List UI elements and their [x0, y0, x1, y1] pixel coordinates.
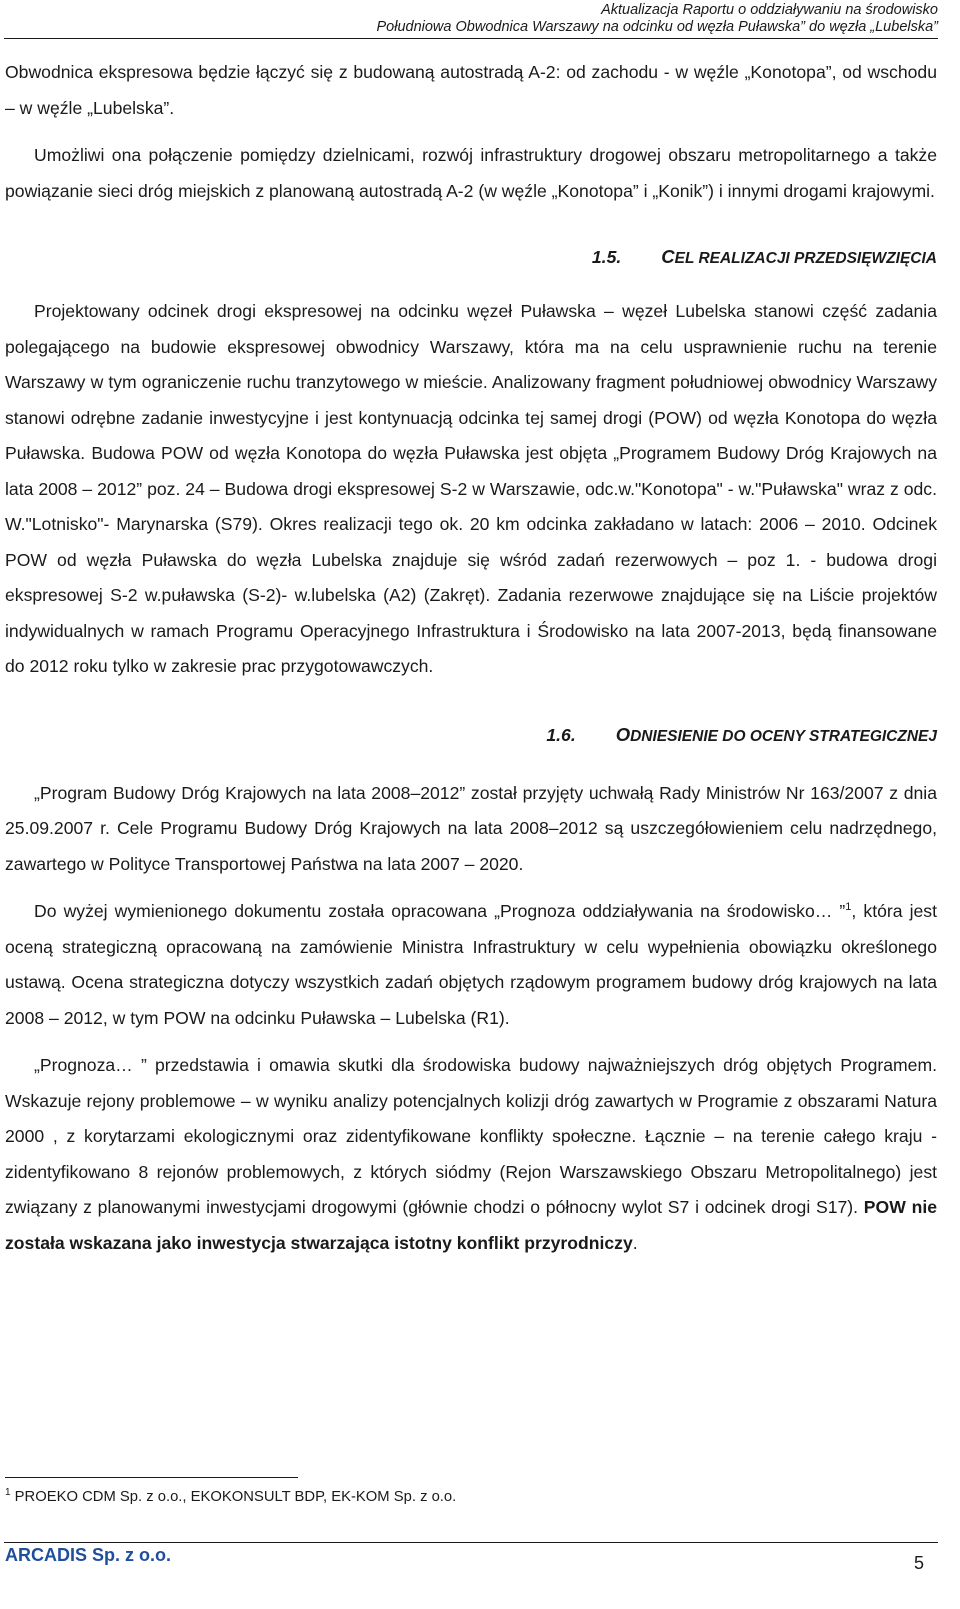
company-name: ARCADIS Sp. z o.o. — [5, 1545, 171, 1565]
paragraph-bypass-connection: Obwodnica ekspresowa będzie łączyć się z budowaną autostradą A-2: od zachodu - w węźle „Konotopa”, od wschodu – w węźle „Lubelska”. — [5, 62, 937, 118]
forecast-text-start: Do wyżej wymienionego dokumentu została opracowana „Prognoza oddziaływania na środowisko… ” — [34, 901, 846, 921]
paragraph-forecast-summary — [5, 1048, 937, 1261]
footer-divider — [4, 1542, 938, 1543]
paragraph-project-goal: Projektowany odcinek drogi ekspresowej na odcinku węzeł Puławska – węzeł Lubelska stanowi część zadania polegającego na budowie ekspresowej obwodnicy Warszawy, która ma na celu usprawnienie ruchu na terenie Warszawy w tym ograniczenie ruchu tranzytowego w mieście. Analizowany fragment południowej obwodnicy Warszawy stanowi odrębne zadanie inwestycyjne i jest kontynuacją odcinka tej samej drogi (POW) od węzła Konotopa do węzła Puławska. Budowa POW od węzła Konotopa do węzła Puławska jest objęta „Programem Budowy Dróg Krajowych na lata 2008 – 2012” poz. 24 – Budowa drogi ekspresowej S-2 w Warszawie, odc.w."Konotopa" - w."Puławska" wraz z odc. W."Lotnisko"- Marynarska (S79). Okres realizacji tego ok. 20 km odcinka zakładano w latach: 2006 – 2010. Odcinek POW od węzła Puławska do węzła Lubelska znajduje się wśród zadań rezerwowych – poz 1. - budowa drogi ekspresowej S-2 w.puławska (S-2)- w.lubelska (A2) (Zakręt). Zadania rezerwowe znajdujące się na Liście projektów indywidualnych w ramach Programu Operacyjnego Infrastruktura i Środowisko na lata 2007-2013, będą finansowane do 2012 roku tylko w zakresie prac przygotowawczych. — [5, 301, 937, 676]
section-number: 1.5. — [591, 247, 622, 267]
section-heading-1-6 — [5, 717, 937, 754]
header-line-1: Aktualizacja Raportu o oddziaływaniu na środowisko — [601, 2, 938, 18]
forecast-text-end: , która jest oceną strategiczną opracowaną na zamówienie Ministra Infrastruktury w celu wypełnienia obowiązku określonego ustawą. Ocena strategiczna dotyczy wszystkich zadań objętych rządowym programem budowy dróg krajowych na lata 2008 – 2012, w tym POW na odcinku Puławska – Lubelska (R1). — [5, 901, 937, 1028]
footnote-divider — [5, 1477, 298, 1478]
forecast-summary-text: „Prognoza… ” przedstawia i omawia skutki dla środowiska budowy najważniejszych dróg objętych Programem. Wskazuje rejony problemowe – w wyniku analizy potencjalnych kolizji dróg zawartych w Programie z obszarami Natura 2000 , z korytarzami ekologicznymi oraz zidentyfikowane konflikty społeczne. Łącznie – na terenie całego kraju - zidentyfikowano 8 rejonów problemowych, z których siódmy (Rejon Warszawskiego Obszaru Metropolitalnego) jest związany z planowanymi inwestycjami drogowymi (głównie chodzi o północny wylot S7 i odcinek drogi S17). — [5, 1055, 937, 1217]
footnote-reference: 1 — [845, 901, 852, 914]
header-divider — [4, 38, 938, 39]
section-number: 1.6. — [546, 724, 576, 745]
conclusion-bold-text: POW nie została wskazana jako inwestycja stwarzająca istotny konflikt przyrodniczy — [5, 1197, 937, 1253]
section-title-initial: O — [615, 723, 631, 745]
paragraph-road-program: „Program Budowy Dróg Krajowych na lata 2008–2012” został przyjęty uchwałą Rady Ministrów Nr 163/2007 z dnia 25.09.2007 r. Cele Programu Budowy Dróg Krajowych na lata 2008–2012 są uszczegółowieniem celu nadrzędnego, zawartego w Polityce Transportowej Państwa na lata 2007 – 2020. — [5, 782, 937, 874]
running-header — [377, 2, 939, 36]
document-body — [5, 55, 937, 1261]
paragraph-infrastructure: Umożliwi ona połączenie pomiędzy dzielnicami, rozwój infrastruktury drogowej obszaru metropolitarnego a także powiązanie sieci dróg miejskich z planowaną autostradą A-2 (w węźle „Konotopa” i „Konik”) i innymi drogami krajowymi. — [5, 145, 937, 201]
footnote-text: PROEKO CDM Sp. z o.o., EKOKONSULT BDP, EK-KOM Sp. z o.o. — [10, 1489, 457, 1505]
section-title: DNIESIENIE DO OCENY STRATEGICZNEJ — [630, 727, 937, 745]
footnote — [5, 1487, 456, 1507]
footnote-mark: 1 — [5, 1487, 11, 1499]
section-title: EL REALIZACJI PRZEDSIĘWZIĘCIA — [674, 250, 937, 267]
header-line-2: Południowa Obwodnica Warszawy na odcinku od węzła Puławska” do węzła „Lubelska” — [376, 19, 938, 35]
section-title-initial: C — [661, 246, 675, 267]
paragraph-forecast — [5, 894, 937, 1036]
conclusion-period: . — [632, 1232, 638, 1253]
section-heading-1-5 — [5, 239, 937, 276]
page-number: 5 — [913, 1553, 924, 1573]
